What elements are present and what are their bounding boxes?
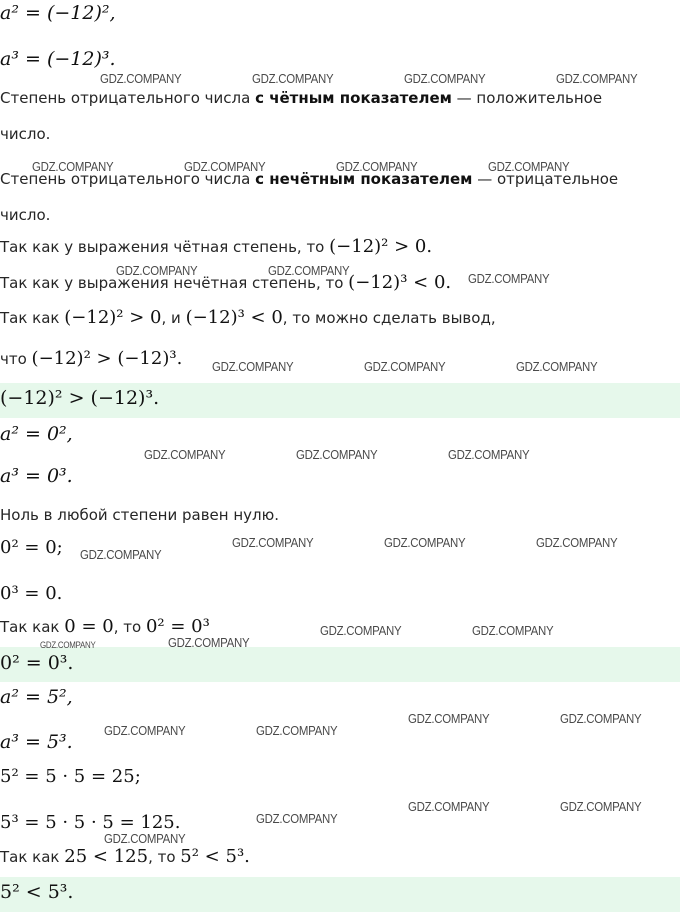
watermark: GDZ.COMPANY bbox=[516, 359, 598, 374]
answer-2: 0² = 0³. bbox=[0, 652, 74, 674]
watermark: GDZ.COMPANY bbox=[404, 71, 486, 86]
rule-odd-power-cont: число. bbox=[0, 206, 51, 224]
five-conclusion-text-1: Так как bbox=[0, 848, 65, 866]
odd-power-math: (−12)³ < 0. bbox=[348, 272, 452, 293]
equation-a-squared-five: a² = 5², bbox=[0, 686, 73, 708]
watermark-small: GDZ.COMPANY bbox=[40, 640, 96, 650]
rule-even-bold: с чётным показателем bbox=[255, 89, 452, 107]
equation-a-cubed-zero: a³ = 0³. bbox=[0, 465, 73, 487]
watermark: GDZ.COMPANY bbox=[320, 623, 402, 638]
rule-even-power bbox=[0, 89, 602, 107]
rule-even-power-cont: число. bbox=[0, 125, 51, 143]
zero-conclusion-math-2: 0² = 0³ bbox=[145, 616, 210, 637]
watermark: GDZ.COMPANY bbox=[144, 447, 226, 462]
watermark: GDZ.COMPANY bbox=[364, 359, 446, 374]
five-conclusion-math-2: 5² < 5³. bbox=[180, 846, 250, 867]
equation-a-cubed-five: a³ = 5³. bbox=[0, 731, 73, 753]
equation-a-cubed-neg12: a³ = (−12)³. bbox=[0, 48, 116, 70]
conclusion-text-2: , и bbox=[161, 309, 186, 327]
even-power-math: (−12)² > 0. bbox=[329, 236, 433, 257]
five-conclusion-text-2: , то bbox=[148, 848, 181, 866]
watermark: GDZ.COMPANY bbox=[472, 623, 554, 638]
even-power-statement bbox=[0, 236, 432, 257]
watermark: GDZ.COMPANY bbox=[560, 799, 642, 814]
rule-odd-tail: — отрицательное bbox=[472, 170, 619, 188]
watermark: GDZ.COMPANY bbox=[256, 811, 338, 826]
rule-even-tail: — положительное bbox=[451, 89, 603, 107]
watermark: GDZ.COMPANY bbox=[560, 711, 642, 726]
zero-conclusion-math-1: 0 = 0 bbox=[64, 616, 114, 637]
watermark: GDZ.COMPANY bbox=[212, 359, 294, 374]
watermark: GDZ.COMPANY bbox=[32, 159, 114, 174]
answer-highlight-2 bbox=[0, 647, 680, 682]
watermark: GDZ.COMPANY bbox=[232, 535, 314, 550]
watermark: GDZ.COMPANY bbox=[168, 635, 250, 650]
watermark: GDZ.COMPANY bbox=[296, 447, 378, 462]
equation-a-squared-zero: a² = 0², bbox=[0, 423, 73, 445]
conclusion-text-1: Так как bbox=[0, 309, 65, 327]
watermark: GDZ.COMPANY bbox=[408, 799, 490, 814]
rule-odd-bold: с нечётным показателем bbox=[255, 170, 473, 188]
equation-a-squared-neg12: a² = (−12)², bbox=[0, 2, 116, 24]
five-conclusion bbox=[0, 846, 250, 867]
watermark: GDZ.COMPANY bbox=[336, 159, 418, 174]
conclusion-math-1: (−12)² > 0 bbox=[64, 307, 162, 328]
conclusion-text-3: , то можно сделать вывод, bbox=[282, 309, 496, 327]
zero-squared: 0² = 0; bbox=[0, 537, 63, 558]
watermark: GDZ.COMPANY bbox=[448, 447, 530, 462]
conclusion-cont-math: (−12)² > (−12)³. bbox=[31, 348, 183, 369]
watermark: GDZ.COMPANY bbox=[184, 159, 266, 174]
zero-cubed: 0³ = 0. bbox=[0, 583, 63, 604]
watermark: GDZ.COMPANY bbox=[268, 263, 350, 278]
odd-power-text: Так как у выражения нечётная степень, то bbox=[0, 274, 349, 292]
rule-even-text: Степень отрицательного числа bbox=[0, 89, 256, 107]
watermark: GDZ.COMPANY bbox=[468, 271, 550, 286]
zero-conclusion bbox=[0, 616, 210, 637]
watermark: GDZ.COMPANY bbox=[408, 711, 490, 726]
conclusion-statement bbox=[0, 307, 496, 328]
watermark: GDZ.COMPANY bbox=[80, 547, 162, 562]
zero-conclusion-text-2: , то bbox=[113, 618, 146, 636]
odd-power-statement bbox=[0, 272, 451, 293]
conclusion-statement-cont bbox=[0, 348, 182, 369]
zero-rule: Ноль в любой степени равен нулю. bbox=[0, 506, 280, 524]
watermark: GDZ.COMPANY bbox=[488, 159, 570, 174]
answer-1: (−12)² > (−12)³. bbox=[0, 387, 160, 409]
five-squared: 5² = 5 · 5 = 25; bbox=[0, 766, 141, 787]
watermark: GDZ.COMPANY bbox=[100, 71, 182, 86]
watermark: GDZ.COMPANY bbox=[256, 723, 338, 738]
watermark: GDZ.COMPANY bbox=[384, 535, 466, 550]
conclusion-cont-text: что bbox=[0, 350, 32, 368]
watermark: GDZ.COMPANY bbox=[556, 71, 638, 86]
five-cubed: 5³ = 5 · 5 · 5 = 125. bbox=[0, 812, 181, 833]
watermark: GDZ.COMPANY bbox=[536, 535, 618, 550]
rule-odd-text: Степень отрицательного числа bbox=[0, 170, 256, 188]
conclusion-math-2: (−12)³ < 0 bbox=[185, 307, 283, 328]
answer-3: 5² < 5³. bbox=[0, 881, 74, 903]
zero-conclusion-text-1: Так как bbox=[0, 618, 65, 636]
five-conclusion-math-1: 25 < 125 bbox=[64, 846, 149, 867]
watermark: GDZ.COMPANY bbox=[104, 831, 186, 846]
watermark: GDZ.COMPANY bbox=[252, 71, 334, 86]
watermark: GDZ.COMPANY bbox=[104, 723, 186, 738]
even-power-text: Так как у выражения чётная степень, то bbox=[0, 238, 330, 256]
answer-highlight-3 bbox=[0, 877, 680, 912]
watermark: GDZ.COMPANY bbox=[116, 263, 198, 278]
